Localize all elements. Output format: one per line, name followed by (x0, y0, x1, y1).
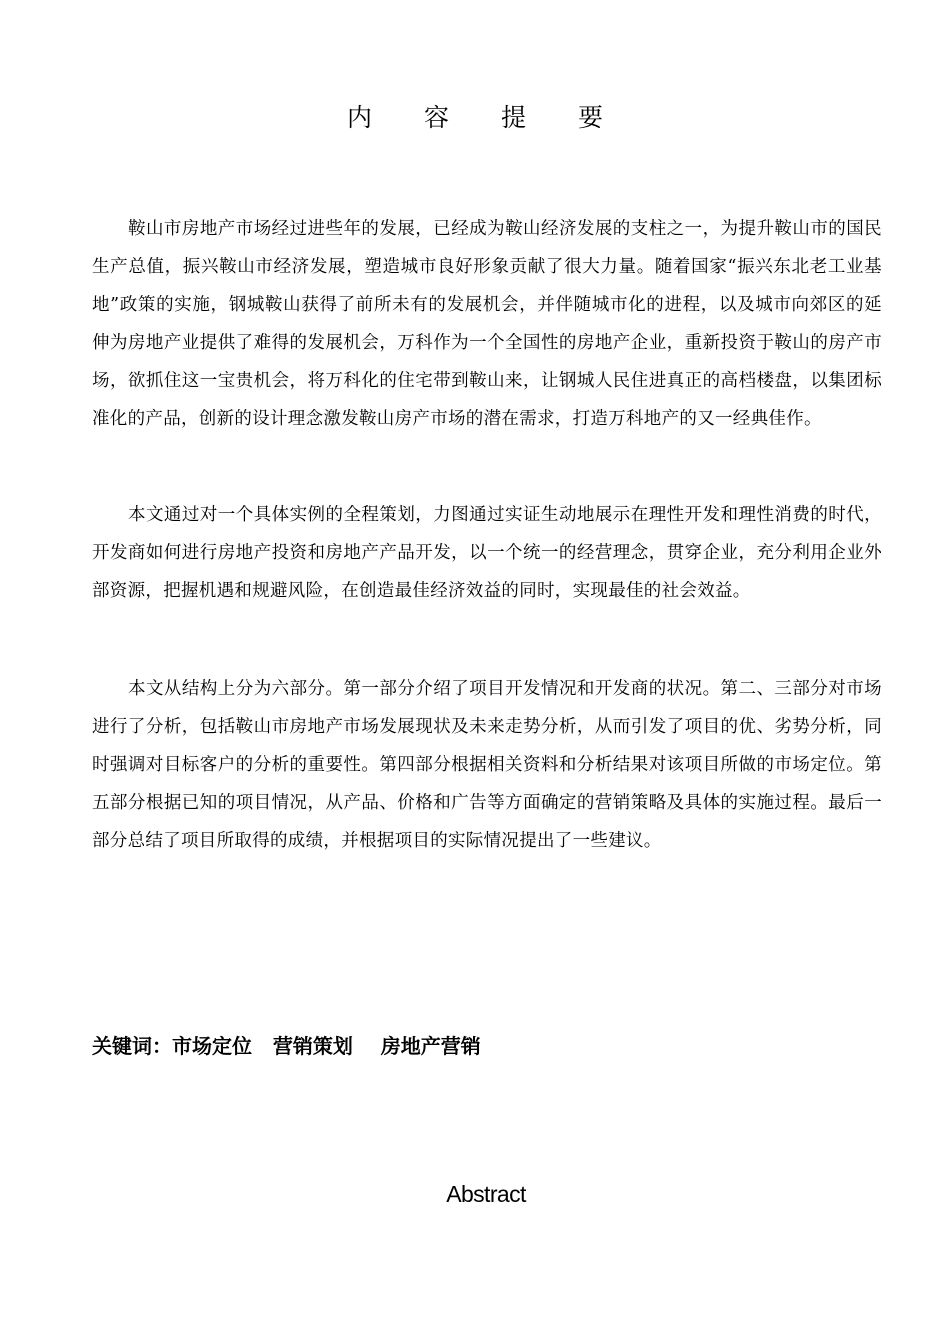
summary-paragraph-2: 本文通过对一个具体实例的全程策划，力图通过实证生动地展示在理性开发和理性消费的时代，开发商如何进行房地产投资和房地产产品开发，以一个统一的经营理念，贯穿企业，充分利用企业外部资源，把握机遇和规避风险，在创造最佳经济效益的同时，实现最佳的社会效益。 (92, 505, 882, 601)
keywords-line: 关键词：市场定位 营销策划 房地产营销 (92, 1034, 481, 1058)
page-title: 内容提要 (346, 103, 655, 132)
summary-paragraph-3: 本文从结构上分为六部分。第一部分介绍了项目开发情况和开发商的状况。第二、三部分对市场进行了分析，包括鞍山市房地产市场发展现状及未来走势分析，从而引发了项目的优、劣势分析，同时强调对目标客户的分析的重要性。第四部分根据相关资料和分析结果对该项目所做的市场定位。第五部分根据已知的项目情况，从产品、价格和广告等方面确定的营销策略及具体的实施过程。最后一部分总结了项目所取得的成绩，并根据项目的实际情况提出了一些建议。 (92, 679, 882, 851)
summary-paragraph-1: 鞍山市房地产市场经过进些年的发展，已经成为鞍山经济发展的支柱之一，为提升鞍山市的国民生产总值，振兴鞍山市经济发展，塑造城市良好形象贡献了很大力量。随着国家“振兴东北老工业基地”政策的实施，钢城鞍山获得了前所未有的发展机会，并伴随城市化的进程，以及城市向郊区的延伸为房地产业提供了难得的发展机会，万科作为一个全国性的房地产企业，重新投资于鞍山的房产市场，欲抓住这一宝贵机会，将万科化的住宅带到鞍山来，让钢城人民住进真正的高档楼盘，以集团标准化的产品，创新的设计理念激发鞍山房产市场的潜在需求，打造万科地产的又一经典佳作。 (92, 219, 882, 429)
abstract-heading: Abstract (446, 1181, 526, 1207)
